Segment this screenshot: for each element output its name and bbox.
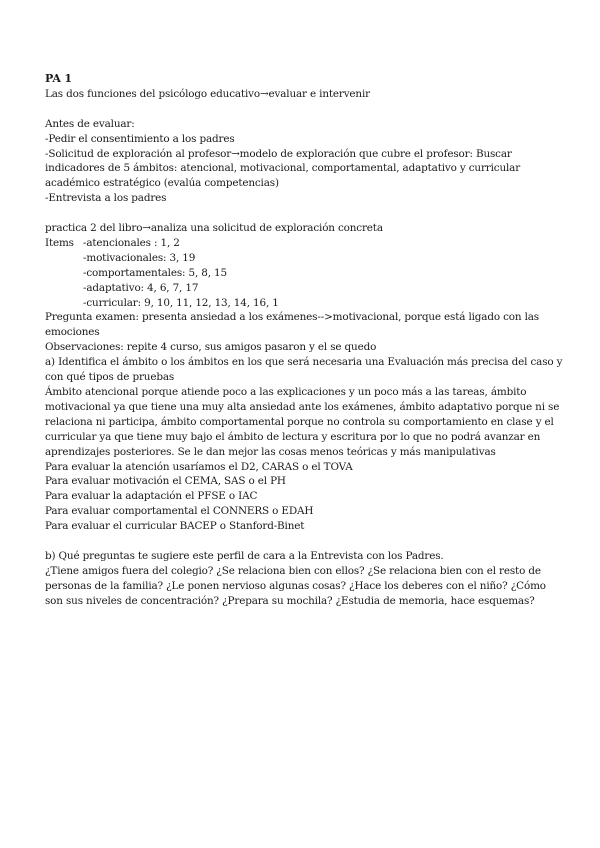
test-line: Para evaluar la adaptación el PFSE o IAC [45, 490, 258, 503]
antes-heading: Antes de evaluar: [45, 117, 135, 130]
question-b: b) Qué preguntas te sugiere este perfil de cara a la Entrevista con los Padres. [45, 549, 444, 562]
spacer [45, 206, 565, 221]
items-entry: -curricular: 9, 10, 11, 12, 13, 14, 16, 1 [83, 296, 279, 309]
practica-line: practica 2 del libro→analiza una solicitud de exploración concreta [45, 222, 383, 235]
items-row [45, 236, 565, 251]
question-a: a) Identifica el ámbito o los ámbitos en los que será necesaria una Evaluación más precisa del caso y con qué tipos de pruebas [45, 356, 563, 384]
items-entry: -adaptativo: 4, 6, 7, 17 [83, 281, 199, 294]
items-entry: -comportamentales: 5, 8, 15 [83, 266, 227, 279]
document-body [45, 72, 565, 609]
answer-b: ¿Tiene amigos fuera del colegio? ¿Se relaciona bien con ellos? ¿Se relaciona bien con el resto de personas de la familia? ¿Le ponen nervioso algunas cosas? ¿Hace los deberes con el niño? ¿Cómo son sus niveles de concentración? ¿Prepara su mochila? ¿Estudia de memoria, hace esquemas? [45, 564, 546, 607]
spacer [45, 534, 565, 549]
items-entry: -atencionales : 1, 2 [83, 236, 180, 249]
antes-item: -Pedir el consentimiento a los padres [45, 132, 235, 145]
items-entry: -motivacionales: 3, 19 [83, 251, 196, 264]
items-label: Items [45, 236, 74, 249]
spacer [45, 102, 565, 117]
test-line: Para evaluar la atención usaríamos el D2, CARAS o el TOVA [45, 460, 353, 473]
test-line: Para evaluar el curricular BACEP o Stanford-Binet [45, 520, 305, 533]
antes-item: -Solicitud de exploración al profesor→modelo de exploración que cubre el profesor: Buscar indicadores de 5 ámbitos: atencional, motivacional, comportamental, adaptativo y curricular académico estratégico (evalúa competencias) [45, 147, 521, 190]
doc-subtitle: Las dos funciones del psicólogo educativo→evaluar e intervenir [45, 87, 370, 100]
test-line: Para evaluar comportamental el CONNERS o EDAH [45, 505, 314, 518]
observaciones: Observaciones: repite 4 curso, sus amigos pasaron y el se quedo [45, 341, 377, 354]
answer-a: Ámbito atencional porque atiende poco a las explicaciones y un poco más a las tareas, ámbito motivacional ya que tiene una muy alta ansiedad ante los exámenes, ámbito adaptativo porque ni se relaciona ni participa, ámbito comportamental porque no controla su comportamiento en clase y el curricular ya que tiene muy bajo el ámbito de lectura y escritura por lo que no podrá avanzar en aprendizajes posteriores. Se le dan mejor las cosas menos teóricas y más manipulativas [45, 386, 560, 458]
doc-title: PA 1 [45, 72, 72, 85]
antes-item: -Entrevista a los padres [45, 192, 167, 205]
test-line: Para evaluar motivación el CEMA, SAS o el PH [45, 475, 286, 488]
pregunta-examen: Pregunta examen: presenta ansiedad a los exámenes-->motivacional, porque está ligado con las emociones [45, 311, 539, 339]
